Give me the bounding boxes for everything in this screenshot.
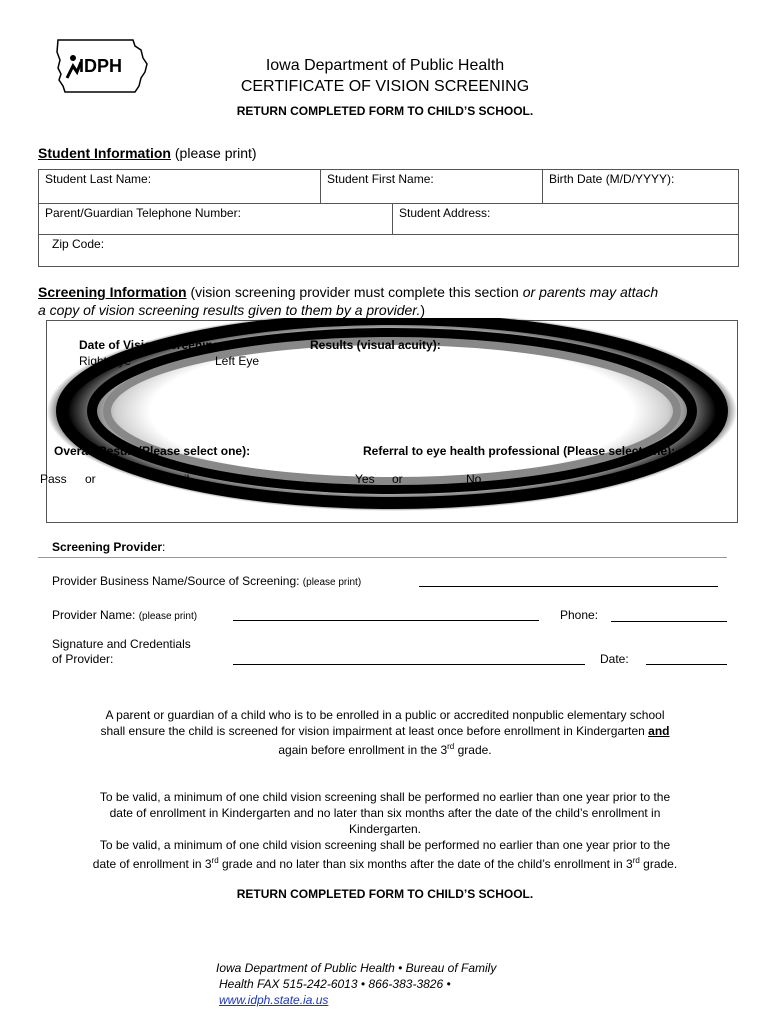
birth-date-label: Birth Date (M/D/YYYY): [549,172,675,186]
student-first-name-field[interactable] [320,169,543,204]
notice-p1-line3-post: grade. [454,743,492,757]
notice-p1-and: and [648,724,670,738]
fail-option[interactable]: Fail [170,472,190,486]
student-address-field[interactable] [392,203,739,235]
student-last-name-field[interactable] [38,169,321,204]
referral-label: Referral to eye health professional (Please select one): [363,444,676,458]
signature-date-label: Date: [600,652,629,666]
department-name: Iowa Department of Public Health [265,57,505,74]
notice-p1-line2 [0,723,770,739]
birth-date-field[interactable] [542,169,739,204]
zip-code-label: Zip Code: [52,237,105,251]
phone-label: Phone: [560,608,599,622]
notice-p1-sup: rd [447,742,455,751]
provider-section-title: Screening Provider [52,540,163,554]
notice-p2-line3: Kindergarten. [348,822,422,836]
footer [216,960,496,1008]
notice-p3-line2 [0,853,770,872]
student-section-heading [38,145,257,161]
notice-p1-line3-pre: again before enrollment in the 3 [278,743,448,757]
notice-p3-sup1: rd [211,856,219,865]
return-note-top: RETURN COMPLETED FORM TO CHILD’S SCHOOL. [236,104,534,118]
student-address-label: Student Address: [399,206,491,220]
notice-p3-line1: To be valid, a minimum of one child vision screening shall be performed no earlier than one year prior to the [99,838,671,852]
no-option[interactable]: No [466,472,482,486]
notice-p1-line1: A parent or guardian of a child who is to be enrolled in a public or accredited nonpublic elementary school [105,708,665,722]
provider-name-note: (please print) [138,611,198,622]
signature-date-line[interactable] [646,664,727,665]
signature-line[interactable] [233,664,585,665]
screening-date-label: Date of Vision Screening: [79,338,225,352]
notice-p1-line3 [0,739,770,758]
notice-p1-line2-text: shall ensure the child is screened for vision impairment at least once before enrollment in Kindergarten [100,724,645,738]
notice-p2-line1: To be valid, a minimum of one child vision screening shall be performed no earlier than one year prior to the [99,790,671,804]
business-name-note: (please print) [302,577,362,588]
overall-result-label: Overall Result (Please select one): [54,444,251,458]
student-last-name-label: Student Last Name: [45,172,152,186]
or-text-1: or [85,472,96,486]
screening-section-note: (vision screening provider must complete this section [186,284,523,300]
screening-note-italic-1: or parents may attach [522,284,659,300]
student-first-name-label: Student First Name: [327,172,434,186]
zip-code-field[interactable] [38,234,739,267]
notice-p3-sup2: rd [632,856,640,865]
screening-note-italic-2: a copy of vision screening results given to them by a provider. [38,302,421,318]
yes-option[interactable]: Yes [355,472,375,486]
footer-line-2: Health FAX 515-242-6013 • 866-383-3826 • [219,977,451,991]
phone-line[interactable] [611,621,727,622]
signature-label-group [52,637,191,667]
business-name-label-group [52,574,361,588]
student-section-note: (please print) [174,145,257,161]
provider-name-label-group [52,608,197,622]
pass-option[interactable]: Pass [40,472,67,486]
signature-label-1: Signature and Credentials [52,637,191,651]
guardian-phone-label: Parent/Guardian Telephone Number: [45,206,241,220]
notice-paragraph-1 [0,707,770,758]
right-eye-label: Right Eye [79,354,132,368]
notice-paragraph-2 [0,789,770,872]
screening-section-heading [38,283,738,319]
provider-section-heading [52,540,165,554]
signature-label-2: of Provider: [52,652,114,666]
notice-p3-c: grade. [639,857,678,871]
or-text-2: or [392,472,403,486]
student-section-title: Student Information [38,145,171,161]
screening-section-title: Screening Information [38,284,187,300]
footer-website-link[interactable]: www.idph.state.ia.us [219,993,329,1007]
results-label: Results (visual acuity): [310,338,441,352]
guardian-phone-field[interactable] [38,203,393,235]
provider-name-line[interactable] [233,620,539,621]
business-name-label: Provider Business Name/Source of Screening: [52,574,300,588]
footer-line-1: Iowa Department of Public Health • Bureau of Family [216,961,497,975]
notice-p3-a: date of enrollment in 3 [92,857,212,871]
provider-name-label: Provider Name: [52,608,136,622]
left-eye-label: Left Eye [215,354,260,368]
provider-colon: : [162,540,166,554]
notice-p3-b: grade and no later than six months after the date of the child’s enrollment in 3 [218,857,633,871]
form-title: CERTIFICATE OF VISION SCREENING [240,78,530,95]
notice-p2-line2: date of enrollment in Kindergarten and no later than six months after the date of the child’s enrollment in [109,806,661,820]
footer-link-wrap [216,992,496,1008]
provider-divider [38,557,727,558]
logo-text: IDPH [79,56,123,76]
screening-note-end: ) [420,302,426,318]
business-name-line[interactable] [419,586,718,587]
return-note-bottom: RETURN COMPLETED FORM TO CHILD’S SCHOOL. [236,887,534,901]
